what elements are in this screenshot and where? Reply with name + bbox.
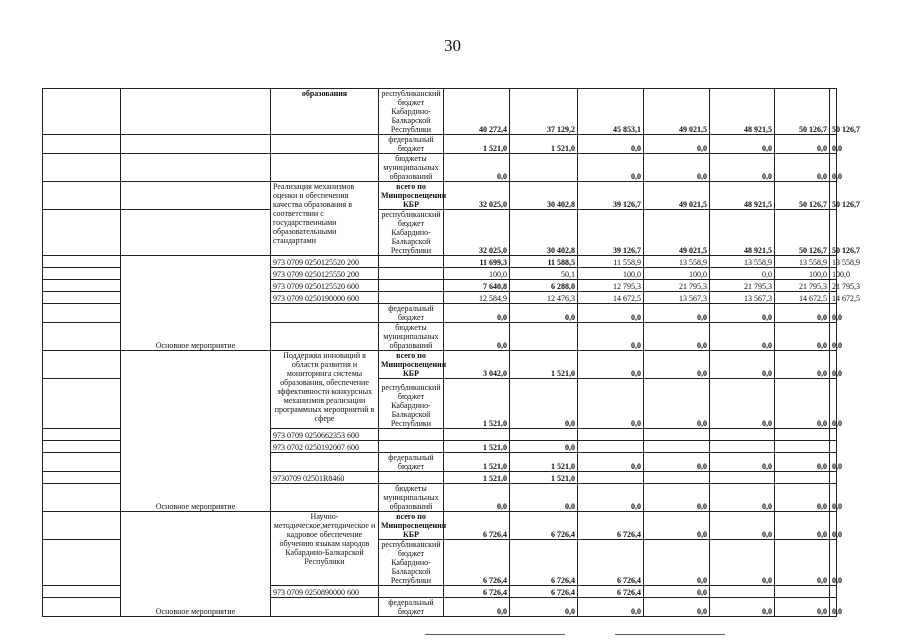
row-label: Основное мероприятие	[121, 256, 271, 351]
value-cell: 0,0	[644, 154, 710, 182]
value-cell: 0,0	[644, 512, 710, 540]
row-name: 973 0709 0250125550 200	[271, 268, 379, 280]
table-row	[43, 210, 837, 256]
margin-cell	[43, 484, 121, 512]
margin-cell	[43, 472, 121, 484]
value-cell: 0,0	[830, 323, 837, 351]
margin-cell	[43, 135, 121, 154]
funding-source	[379, 280, 444, 292]
value-cell: 0,0	[578, 323, 644, 351]
margin-cell	[43, 89, 121, 135]
value-cell: 0,0	[830, 484, 837, 512]
margin-cell	[43, 292, 121, 304]
value-cell: 0,0	[710, 268, 775, 280]
value-cell: 30 402,8	[510, 210, 578, 256]
footer-line-left	[425, 634, 565, 635]
value-cell: 6 726,4	[578, 540, 644, 586]
budget-table	[42, 88, 860, 617]
value-cell	[830, 472, 837, 484]
value-cell: 0,0	[775, 154, 830, 182]
value-cell: 0,0	[775, 379, 830, 429]
value-cell: 0,0	[830, 154, 837, 182]
value-cell: 12 795,3	[578, 280, 644, 292]
funding-source	[379, 472, 444, 484]
value-cell: 0,0	[510, 304, 578, 323]
funding-source	[379, 586, 444, 598]
value-cell: 0,0	[644, 135, 710, 154]
value-cell: 50 126,7	[830, 182, 837, 210]
value-cell: 11 699,3	[444, 256, 510, 268]
value-cell: 0,0	[775, 304, 830, 323]
value-cell: 0,0	[578, 304, 644, 323]
value-cell	[644, 429, 710, 441]
value-cell	[510, 154, 578, 182]
value-cell: 6 726,4	[578, 512, 644, 540]
funding-source: федеральный бюджет	[379, 135, 444, 154]
row-name: 973 0709 0250190000 600	[271, 292, 379, 304]
margin-cell	[43, 441, 121, 453]
value-cell: 6 726,4	[510, 540, 578, 586]
value-cell: 0,0	[644, 586, 710, 598]
value-cell: 14 672,5	[578, 292, 644, 304]
value-cell: 0,0	[644, 484, 710, 512]
value-cell: 0,0	[775, 453, 830, 472]
row-name	[271, 598, 379, 617]
value-cell: 0,0	[775, 540, 830, 586]
value-cell: 100,0	[830, 268, 837, 280]
value-cell: 50 126,7	[775, 182, 830, 210]
value-cell: 0,0	[710, 453, 775, 472]
value-cell: 1 521,0	[510, 351, 578, 379]
value-cell: 13 558,9	[710, 256, 775, 268]
value-cell: 0,0	[710, 540, 775, 586]
margin-cell	[43, 512, 121, 540]
value-cell: 0,0	[830, 453, 837, 472]
value-cell: 0,0	[444, 484, 510, 512]
margin-cell	[43, 280, 121, 292]
value-cell: 13 567,3	[644, 292, 710, 304]
row-name: 973 0702 0250192007 600	[271, 441, 379, 453]
value-cell: 0,0	[578, 351, 644, 379]
value-cell: 13 558,9	[775, 256, 830, 268]
row-name	[271, 304, 379, 323]
value-cell: 0,0	[444, 154, 510, 182]
row-name	[271, 484, 379, 512]
funding-source: федеральный бюджет	[379, 453, 444, 472]
funding-source	[379, 429, 444, 441]
value-cell: 49 021,5	[644, 89, 710, 135]
value-cell: 0,0	[830, 598, 837, 617]
row-name	[271, 453, 379, 472]
value-cell: 48 921,5	[710, 210, 775, 256]
funding-source	[379, 256, 444, 268]
value-cell: 13 558,9	[830, 256, 837, 268]
value-cell: 50 126,7	[830, 210, 837, 256]
value-cell	[830, 429, 837, 441]
value-cell: 0,0	[510, 441, 578, 453]
value-cell: 0,0	[710, 484, 775, 512]
funding-source: федеральный бюджет	[379, 304, 444, 323]
value-cell: 1 521,0	[510, 453, 578, 472]
value-cell	[510, 429, 578, 441]
value-cell: 0,0	[578, 453, 644, 472]
row-name: Реализация механизмов оценки и обеспечения качества образования в соответствии с государственными образовательными стандартами	[271, 182, 379, 256]
footer-line-right	[615, 634, 725, 635]
value-cell: 0,0	[578, 154, 644, 182]
value-cell	[710, 472, 775, 484]
value-cell: 45 853,1	[578, 89, 644, 135]
value-cell	[775, 472, 830, 484]
value-cell: 0,0	[830, 351, 837, 379]
row-name: Научно-методическое,методическое и кадровое обеспечение обучению языкам народов Кабардино-Балкарской Республики	[271, 512, 379, 586]
row-label	[121, 154, 271, 182]
value-cell: 0,0	[830, 512, 837, 540]
value-cell: 21 795,3	[830, 280, 837, 292]
row-label	[121, 182, 271, 210]
value-cell: 49 021,5	[644, 182, 710, 210]
value-cell: 0,0	[830, 304, 837, 323]
value-cell: 12 476,3	[510, 292, 578, 304]
margin-cell	[43, 586, 121, 598]
funding-source: бюджеты муниципальных образований	[379, 154, 444, 182]
row-label	[121, 135, 271, 154]
value-cell: 0,0	[578, 484, 644, 512]
value-cell: 0,0	[644, 351, 710, 379]
margin-cell	[43, 540, 121, 586]
funding-source: федеральный бюджет	[379, 598, 444, 617]
value-cell: 37 129,2	[510, 89, 578, 135]
margin-cell	[43, 154, 121, 182]
value-cell: 0,0	[510, 379, 578, 429]
row-name	[271, 323, 379, 351]
margin-cell	[43, 210, 121, 256]
value-cell: 100,0	[644, 268, 710, 280]
table-row	[43, 182, 837, 210]
value-cell: 0,0	[710, 598, 775, 617]
value-cell: 0,0	[444, 323, 510, 351]
value-cell: 0,0	[775, 598, 830, 617]
value-cell: 0,0	[644, 323, 710, 351]
row-name: 973 0709 0250125520 600	[271, 280, 379, 292]
value-cell: 1 521,0	[444, 453, 510, 472]
value-cell: 0,0	[775, 135, 830, 154]
value-cell: 30 402,8	[510, 182, 578, 210]
funding-source	[379, 441, 444, 453]
value-cell: 100,0	[775, 268, 830, 280]
value-cell: 1 521,0	[444, 472, 510, 484]
row-label	[121, 210, 271, 256]
margin-cell	[43, 268, 121, 280]
funding-source	[379, 268, 444, 280]
value-cell: 48 921,5	[710, 182, 775, 210]
value-cell: 50 126,7	[775, 210, 830, 256]
row-name: 973 0709 0250125520 200	[271, 256, 379, 268]
value-cell: 48 921,5	[710, 89, 775, 135]
value-cell: 100,0	[444, 268, 510, 280]
value-cell: 0,0	[578, 598, 644, 617]
value-cell: 1 521,0	[510, 135, 578, 154]
value-cell	[578, 441, 644, 453]
value-cell	[775, 429, 830, 441]
table-row	[43, 154, 837, 182]
value-cell: 0,0	[644, 379, 710, 429]
value-cell: 13 558,9	[644, 256, 710, 268]
value-cell: 0,0	[710, 351, 775, 379]
table-row	[43, 256, 837, 268]
value-cell: 0,0	[710, 512, 775, 540]
value-cell: 6 726,4	[578, 586, 644, 598]
value-cell: 0,0	[710, 323, 775, 351]
margin-cell	[43, 429, 121, 441]
margin-cell	[43, 453, 121, 472]
value-cell	[644, 472, 710, 484]
value-cell: 0,0	[830, 379, 837, 429]
value-cell: 0,0	[510, 484, 578, 512]
margin-cell	[43, 379, 121, 429]
value-cell: 32 025,0	[444, 182, 510, 210]
value-cell	[775, 586, 830, 598]
funding-source: бюджеты муниципальных образований	[379, 484, 444, 512]
value-cell	[644, 441, 710, 453]
value-cell	[775, 441, 830, 453]
value-cell: 6 288,0	[510, 280, 578, 292]
value-cell: 6 726,4	[444, 512, 510, 540]
value-cell: 0,0	[710, 154, 775, 182]
row-name: 9730709 02501R8460	[271, 472, 379, 484]
value-cell: 0,0	[644, 540, 710, 586]
value-cell: 3 042,0	[444, 351, 510, 379]
value-cell: 0,0	[578, 379, 644, 429]
value-cell: 100,0	[578, 268, 644, 280]
page-number: 30	[444, 36, 461, 55]
value-cell: 0,0	[644, 453, 710, 472]
margin-cell	[43, 323, 121, 351]
value-cell: 0,0	[644, 598, 710, 617]
value-cell: 39 126,7	[578, 210, 644, 256]
value-cell: 11 588,5	[510, 256, 578, 268]
margin-cell	[43, 182, 121, 210]
value-cell: 6 726,4	[444, 540, 510, 586]
value-cell: 1 521,0	[510, 472, 578, 484]
value-cell: 50 126,7	[775, 89, 830, 135]
funding-source: республиканский бюджет Кабардино-Балкарской Республики	[379, 540, 444, 586]
value-cell: 40 272,4	[444, 89, 510, 135]
value-cell	[510, 323, 578, 351]
funding-source: всего по Минпросвещения КБР	[379, 182, 444, 210]
row-name: Поддержка инноваций в области развития и мониторинга системы образования, обеспечение эффективности конкурсных механизмов реализации программных мероприятий в сфере	[271, 351, 379, 429]
value-cell: 11 558,9	[578, 256, 644, 268]
funding-source: республиканский бюджет Кабардино-Балкарской Республики	[379, 89, 444, 135]
value-cell: 0,0	[644, 304, 710, 323]
value-cell	[578, 472, 644, 484]
table-row	[43, 351, 837, 379]
value-cell: 49 021,5	[644, 210, 710, 256]
row-name	[271, 135, 379, 154]
row-name: 973 0709 0250662353 600	[271, 429, 379, 441]
value-cell	[710, 586, 775, 598]
funding-source: всего по Минпросвещения КБР	[379, 351, 444, 379]
value-cell	[830, 441, 837, 453]
table-row	[43, 89, 837, 135]
funding-source: всего по Минпросвещения КБР	[379, 512, 444, 540]
value-cell: 50 126,7	[830, 89, 837, 135]
row-name: образования	[271, 89, 379, 135]
value-cell: 6 726,4	[444, 586, 510, 598]
row-name	[271, 154, 379, 182]
value-cell: 21 795,3	[710, 280, 775, 292]
funding-source	[379, 292, 444, 304]
value-cell: 7 640,8	[444, 280, 510, 292]
value-cell	[830, 586, 837, 598]
value-cell: 0,0	[710, 135, 775, 154]
value-cell: 14 672,5	[830, 292, 837, 304]
value-cell: 12 584,9	[444, 292, 510, 304]
value-cell: 50,1	[510, 268, 578, 280]
value-cell: 6 726,4	[510, 586, 578, 598]
value-cell	[710, 429, 775, 441]
value-cell	[710, 441, 775, 453]
value-cell: 32 025,0	[444, 210, 510, 256]
value-cell: 21 795,3	[775, 280, 830, 292]
value-cell: 0,0	[710, 379, 775, 429]
row-label	[121, 89, 271, 135]
value-cell: 0,0	[775, 323, 830, 351]
value-cell: 1 521,0	[444, 135, 510, 154]
value-cell: 0,0	[510, 598, 578, 617]
value-cell: 0,0	[444, 304, 510, 323]
row-name: 973 0709 0250890000 600	[271, 586, 379, 598]
table-row	[43, 135, 837, 154]
value-cell: 0,0	[775, 484, 830, 512]
funding-source: бюджеты муниципальных образований	[379, 323, 444, 351]
margin-cell	[43, 256, 121, 268]
value-cell	[444, 429, 510, 441]
value-cell: 0,0	[830, 540, 837, 586]
row-label: Основное мероприятие	[121, 351, 271, 512]
margin-cell	[43, 598, 121, 617]
row-label: Основное мероприятие	[121, 512, 271, 617]
margin-cell	[43, 351, 121, 379]
value-cell: 1 521,0	[444, 379, 510, 429]
funding-source: республиканский бюджет Кабардино-Балкарской Республики	[379, 210, 444, 256]
table-row	[43, 512, 837, 540]
value-cell: 14 672,5	[775, 292, 830, 304]
value-cell: 0,0	[578, 135, 644, 154]
margin-cell	[43, 304, 121, 323]
top-mark	[418, 0, 470, 1]
value-cell: 39 126,7	[578, 182, 644, 210]
value-cell	[578, 429, 644, 441]
value-cell: 6 726,4	[510, 512, 578, 540]
value-cell: 1 521,0	[444, 441, 510, 453]
value-cell: 0,0	[775, 512, 830, 540]
value-cell: 0,0	[444, 598, 510, 617]
value-cell: 0,0	[775, 351, 830, 379]
value-cell: 21 795,3	[644, 280, 710, 292]
funding-source: республиканский бюджет Кабардино-Балкарской Республики	[379, 379, 444, 429]
value-cell: 0,0	[710, 304, 775, 323]
value-cell: 0,0	[830, 135, 837, 154]
value-cell: 13 567,3	[710, 292, 775, 304]
